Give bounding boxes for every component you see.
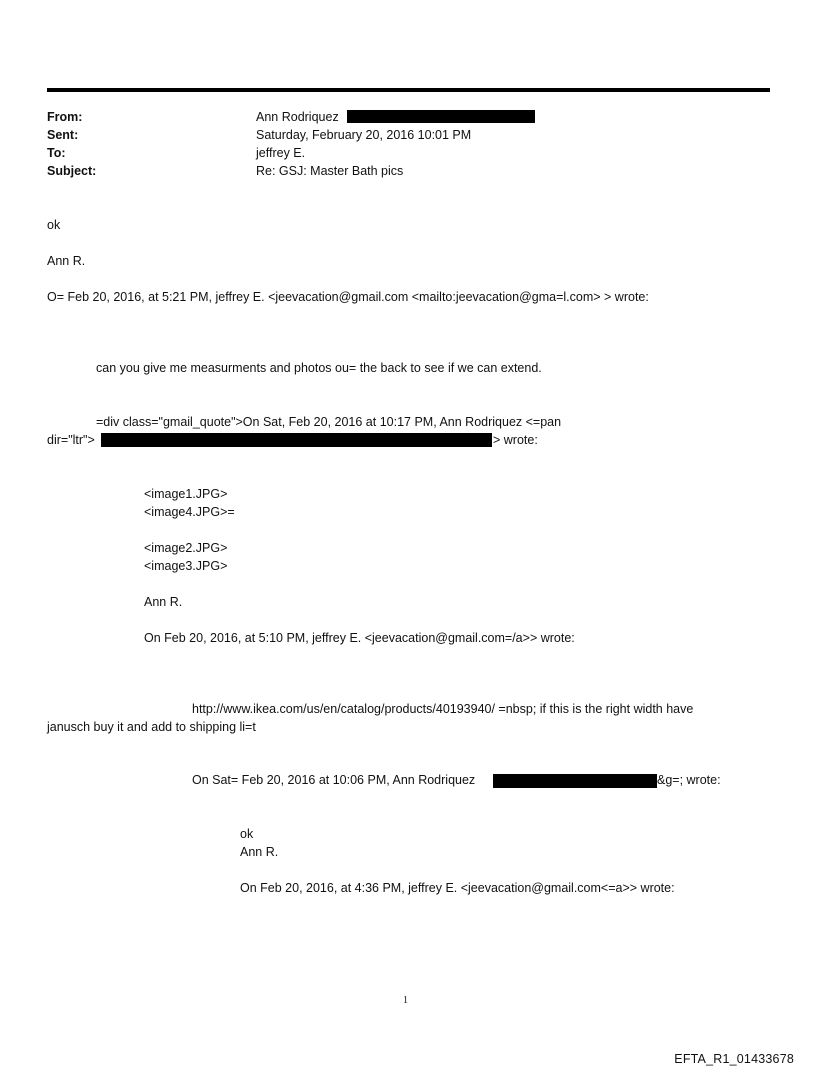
quote-header-prefix: On Sat= Feb 20, 2016 at 10:06 PM, Ann Rodriquez: [192, 773, 476, 787]
header-rule: [47, 88, 770, 92]
redaction-bar: [347, 110, 535, 123]
quote-header: On Feb 20, 2016, at 5:10 PM, jeffrey E. <jeevacation@gmail.com=/a>> wrote:: [144, 631, 575, 645]
redaction-bar: [493, 774, 657, 788]
attachment-ref: <image4.JPG>=: [144, 505, 235, 519]
attachment-ref: <image1.JPG>: [144, 487, 228, 501]
subject-value: Re: GSJ: Master Bath pics: [256, 164, 404, 178]
attachment-ref: <image2.JPG>: [144, 541, 228, 555]
from-value: Ann Rodriquez: [256, 110, 339, 124]
from-label: From:: [47, 110, 83, 124]
body-text: can you give me measurments and photos ou= the back to see if we can extend.: [96, 361, 542, 375]
body-text: ok: [240, 827, 254, 841]
signature: Ann R.: [47, 254, 86, 268]
quote-header-suffix: &g=; wrote:: [657, 773, 721, 787]
quote-header-suffix: > wrote:: [493, 433, 538, 447]
bates-number: EFTA_R1_01433678: [674, 1052, 794, 1066]
subject-label: Subject:: [47, 164, 97, 178]
attachment-ref: <image3.JPG>: [144, 559, 228, 573]
to-label: To:: [47, 146, 66, 160]
signature: Ann R.: [144, 595, 183, 609]
quote-header: On Feb 20, 2016, at 4:36 PM, jeffrey E. <jeevacation@gmail.com<=a>> wrote:: [240, 881, 675, 895]
body-text: http://www.ikea.com/us/en/catalog/products/40193940/ =nbsp; if this is the right width have: [192, 702, 694, 716]
quote-header: O= Feb 20, 2016, at 5:21 PM, jeffrey E. <jeevacation@gmail.com <mailto:jeevacation@gma=l.com> > wrote:: [47, 290, 649, 304]
body-text: janusch buy it and add to shipping li=t: [47, 720, 256, 734]
sent-label: Sent:: [47, 128, 79, 142]
quote-header: =div class="gmail_quote">On Sat, Feb 20, 2016 at 10:17 PM, Ann Rodriquez <=pan: [96, 415, 562, 429]
body-text: ok: [47, 218, 61, 232]
sent-value: Saturday, February 20, 2016 10:01 PM: [256, 128, 472, 142]
redaction-bar: [101, 433, 492, 447]
quote-header-prefix: dir="ltr">: [47, 433, 95, 447]
signature: Ann R.: [240, 845, 279, 859]
to-value: jeffrey E.: [256, 146, 306, 160]
page-number: 1: [403, 995, 408, 1006]
